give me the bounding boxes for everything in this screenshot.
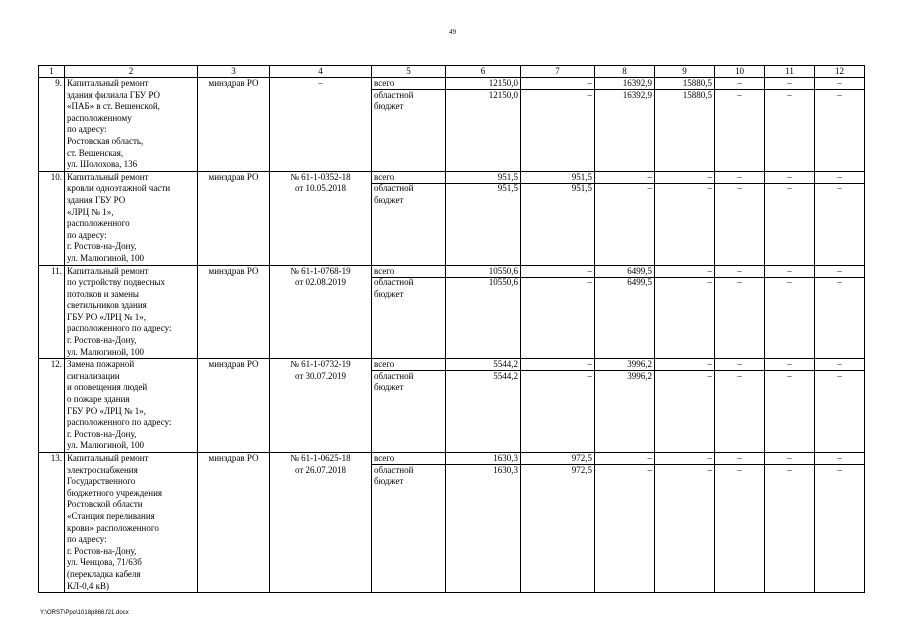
funding-source bbox=[372, 359, 446, 453]
value-line: 15880,5 bbox=[682, 89, 712, 100]
funding-source-line: областной bbox=[374, 370, 414, 381]
value-c6 bbox=[446, 171, 521, 265]
object-name-line: потолков и замены bbox=[67, 288, 139, 299]
object-name-line: Государственного bbox=[67, 476, 136, 487]
expertise-doc-line: № 61-1-0625-18 bbox=[290, 453, 351, 463]
value-line: – bbox=[787, 277, 792, 288]
funding-source bbox=[372, 265, 446, 359]
value-c8 bbox=[595, 265, 655, 359]
object-name-line: кровли одноэтажной части bbox=[67, 183, 171, 194]
expertise-doc-line: № 61-1-0352-18 bbox=[290, 171, 351, 182]
value-line: – bbox=[647, 171, 652, 182]
table-row bbox=[39, 265, 865, 359]
value-c12 bbox=[815, 453, 865, 593]
value-c7 bbox=[521, 453, 595, 593]
value-line: – bbox=[587, 370, 592, 381]
object-name-line: электроснабжения bbox=[67, 464, 138, 475]
value-line: 12150,0 bbox=[488, 89, 518, 100]
value-c11 bbox=[765, 453, 815, 593]
value-line: 1630,3 bbox=[493, 453, 518, 463]
object-name-line: (перекладка кабеля bbox=[67, 568, 141, 579]
column-header: 10 bbox=[715, 66, 765, 78]
value-c8 bbox=[595, 453, 655, 593]
value-line: – bbox=[837, 370, 842, 381]
object-name bbox=[65, 359, 198, 453]
value-line: – bbox=[647, 183, 652, 194]
value-line: – bbox=[837, 265, 842, 276]
value-c12 bbox=[815, 359, 865, 453]
value-line: – bbox=[737, 89, 742, 100]
object-name-line: расположенного по адресу: bbox=[67, 323, 172, 334]
object-name-line: «Станция переливания bbox=[67, 510, 155, 521]
value-line: 10550,6 bbox=[488, 265, 518, 276]
value-line: 15880,5 bbox=[682, 78, 712, 88]
expertise-doc-line: от 30.07.2019 bbox=[294, 370, 347, 381]
value-c11 bbox=[765, 78, 815, 172]
object-name-line: Капитальный ремонт bbox=[67, 78, 149, 88]
column-header: 8 bbox=[595, 66, 655, 78]
value-line: 16392,9 bbox=[622, 78, 652, 88]
funding-source-line: всего bbox=[374, 265, 395, 276]
column-number-header bbox=[39, 66, 865, 78]
value-line: – bbox=[737, 464, 742, 475]
object-name-line: ул. Шолохова, 136 bbox=[67, 159, 138, 170]
file-path-footer: Y:\ORST\Ppo\1018p866.f21.docx bbox=[40, 610, 129, 616]
funding-source-line: бюджет bbox=[374, 101, 404, 112]
value-line: – bbox=[787, 183, 792, 194]
value-line: 1630,3 bbox=[493, 464, 518, 475]
object-name-line: ул. Малюгиной, 100 bbox=[67, 346, 145, 357]
value-c9 bbox=[655, 453, 715, 593]
table-row bbox=[39, 453, 865, 593]
column-header: 2 bbox=[65, 66, 198, 78]
value-c12 bbox=[815, 78, 865, 172]
row-number: 13. bbox=[39, 453, 65, 593]
column-header: 11 bbox=[765, 66, 815, 78]
column-header: 6 bbox=[446, 66, 521, 78]
value-line: 6499,5 bbox=[627, 277, 652, 288]
object-name-line: ГБУ РО «ЛРЦ № 1», bbox=[67, 311, 146, 322]
object-name-line: сигнализации bbox=[67, 370, 120, 381]
value-c9 bbox=[655, 78, 715, 172]
value-c10 bbox=[715, 78, 765, 172]
funding-source-line: всего bbox=[374, 78, 395, 88]
funding-source-line: всего bbox=[374, 453, 395, 463]
value-c8 bbox=[595, 171, 655, 265]
object-name-line: Капитальный ремонт bbox=[67, 265, 149, 276]
funding-source bbox=[372, 453, 446, 593]
value-c6 bbox=[446, 265, 521, 359]
value-line: 12150,0 bbox=[488, 78, 518, 88]
value-c8 bbox=[595, 78, 655, 172]
expertise-doc bbox=[270, 359, 372, 453]
value-c11 bbox=[765, 359, 815, 453]
row-number: 9. bbox=[39, 78, 65, 172]
value-line: – bbox=[787, 370, 792, 381]
customer: минздрав РО bbox=[198, 453, 270, 593]
value-c7 bbox=[521, 78, 595, 172]
value-line: – bbox=[737, 171, 742, 182]
value-c10 bbox=[715, 359, 765, 453]
object-name-line: КЛ-0,4 кВ) bbox=[67, 580, 109, 591]
object-name-line: расположенного bbox=[67, 218, 130, 229]
value-line: – bbox=[837, 277, 842, 288]
value-line: 951,5 bbox=[571, 171, 592, 182]
expertise-doc-line: от 26.07.2018 bbox=[294, 464, 347, 475]
value-line: – bbox=[647, 464, 652, 475]
value-line: 5544,2 bbox=[493, 370, 518, 381]
object-name-line: здания филиала ГБУ РО bbox=[67, 89, 161, 100]
value-line: 951,5 bbox=[497, 183, 518, 194]
object-name-line: по устройству подвесных bbox=[67, 277, 165, 288]
value-line: – bbox=[837, 464, 842, 475]
expertise-doc-line: № 61-1-0732-19 bbox=[290, 359, 351, 370]
value-c8 bbox=[595, 359, 655, 453]
value-line: – bbox=[837, 453, 842, 463]
funding-source-line: всего bbox=[374, 171, 395, 182]
value-line: – bbox=[707, 359, 712, 370]
funding-source-line: бюджет bbox=[374, 288, 404, 299]
column-header: 7 bbox=[521, 66, 595, 78]
object-name-line: ул. Малюгиной, 100 bbox=[67, 440, 145, 451]
row-number: 10. bbox=[39, 171, 65, 265]
table-row bbox=[39, 359, 865, 453]
value-line: – bbox=[587, 359, 592, 370]
expertise-doc-line: от 02.08.2019 bbox=[294, 277, 347, 288]
object-name-line: ГБУ РО «ЛРЦ № 1», bbox=[67, 405, 146, 416]
customer: минздрав РО bbox=[198, 359, 270, 453]
value-line: 3996,2 bbox=[627, 359, 652, 370]
value-line: – bbox=[737, 359, 742, 370]
column-header: 3 bbox=[198, 66, 270, 78]
expertise-doc-line: – bbox=[318, 78, 323, 88]
value-line: – bbox=[787, 78, 792, 88]
object-name-line: Ростовская область, bbox=[67, 135, 144, 146]
value-line: – bbox=[737, 370, 742, 381]
funding-source-line: областной bbox=[374, 89, 414, 100]
funding-source bbox=[372, 78, 446, 172]
object-name-line: Ростовской области bbox=[67, 499, 143, 510]
object-name-line: крови» расположенного bbox=[67, 522, 159, 533]
value-c6 bbox=[446, 359, 521, 453]
value-line: – bbox=[587, 78, 592, 88]
value-line: – bbox=[737, 78, 742, 88]
value-line: 951,5 bbox=[497, 171, 518, 182]
value-line: 10550,6 bbox=[488, 277, 518, 288]
value-line: 972,5 bbox=[571, 453, 592, 463]
funding-source bbox=[372, 171, 446, 265]
object-name-line: г. Ростов-на-Дону, bbox=[67, 241, 137, 252]
value-c10 bbox=[715, 171, 765, 265]
value-line: – bbox=[787, 265, 792, 276]
expertise-doc-line: № 61-1-0768-19 bbox=[290, 265, 351, 276]
value-line: 3996,2 bbox=[627, 370, 652, 381]
object-name-line: по адресу: bbox=[67, 124, 107, 135]
object-name-line: по адресу: bbox=[67, 534, 107, 545]
value-line: – bbox=[787, 453, 792, 463]
value-line: 5544,2 bbox=[493, 359, 518, 370]
column-header: 9 bbox=[655, 66, 715, 78]
value-line: – bbox=[737, 183, 742, 194]
value-c9 bbox=[655, 265, 715, 359]
value-line: – bbox=[647, 453, 652, 463]
value-c7 bbox=[521, 265, 595, 359]
object-name-line: Капитальный ремонт bbox=[67, 453, 149, 463]
value-line: – bbox=[587, 265, 592, 276]
value-line: – bbox=[707, 183, 712, 194]
object-name-line: г. Ростов-на-Дону, bbox=[67, 545, 137, 556]
value-c11 bbox=[765, 171, 815, 265]
value-c11 bbox=[765, 265, 815, 359]
column-header: 1 bbox=[39, 66, 65, 78]
value-c9 bbox=[655, 359, 715, 453]
value-line: – bbox=[837, 171, 842, 182]
object-name-line: г. Ростов-на-Дону, bbox=[67, 428, 137, 439]
customer: минздрав РО bbox=[198, 265, 270, 359]
customer: минздрав РО bbox=[198, 171, 270, 265]
value-c12 bbox=[815, 265, 865, 359]
customer: минздрав РО bbox=[198, 78, 270, 172]
expertise-doc bbox=[270, 265, 372, 359]
table-row bbox=[39, 171, 865, 265]
object-name-line: светильников здания bbox=[67, 300, 147, 311]
object-name-line: г. Ростов-на-Дону, bbox=[67, 335, 137, 346]
funding-source-line: бюджет bbox=[374, 382, 404, 393]
object-name-line: «ЛРЦ № 1», bbox=[67, 206, 114, 217]
object-name-line: здания ГБУ РО bbox=[67, 194, 126, 205]
object-name bbox=[65, 265, 198, 359]
value-line: – bbox=[707, 171, 712, 182]
row-number: 12. bbox=[39, 359, 65, 453]
value-line: – bbox=[787, 464, 792, 475]
object-name bbox=[65, 171, 198, 265]
value-line: – bbox=[837, 359, 842, 370]
funding-source-line: бюджет bbox=[374, 194, 404, 205]
value-line: – bbox=[787, 89, 792, 100]
value-c9 bbox=[655, 171, 715, 265]
value-line: – bbox=[787, 171, 792, 182]
object-name bbox=[65, 78, 198, 172]
value-line: – bbox=[737, 277, 742, 288]
value-line: – bbox=[837, 78, 842, 88]
value-c12 bbox=[815, 171, 865, 265]
expertise-doc bbox=[270, 171, 372, 265]
value-line: 951,5 bbox=[571, 183, 592, 194]
value-line: 972,5 bbox=[571, 464, 592, 475]
expertise-doc bbox=[270, 78, 372, 172]
object-name-line: Замена пожарной bbox=[67, 359, 135, 370]
value-line: – bbox=[707, 453, 712, 463]
value-line: – bbox=[787, 359, 792, 370]
value-line: – bbox=[587, 89, 592, 100]
object-name-line: Капитальный ремонт bbox=[67, 171, 149, 182]
value-line: – bbox=[737, 453, 742, 463]
object-name-line: ул. Ченцова, 71/63б bbox=[67, 557, 142, 568]
funding-source-line: областной bbox=[374, 277, 414, 288]
object-name-line: расположенному bbox=[67, 112, 132, 123]
column-header: 12 bbox=[815, 66, 865, 78]
object-name-line: бюджетного учреждения bbox=[67, 487, 163, 498]
column-header: 4 bbox=[270, 66, 372, 78]
column-header: 5 bbox=[372, 66, 446, 78]
value-c6 bbox=[446, 453, 521, 593]
value-line: – bbox=[707, 277, 712, 288]
funding-source-line: областной bbox=[374, 183, 414, 194]
object-name-line: о пожаре здания bbox=[67, 394, 130, 405]
value-line: 6499,5 bbox=[627, 265, 652, 276]
funding-source-line: бюджет bbox=[374, 476, 404, 487]
expertise-doc bbox=[270, 453, 372, 593]
object-name-line: и оповещения людей bbox=[67, 382, 148, 393]
value-c7 bbox=[521, 359, 595, 453]
value-line: – bbox=[587, 277, 592, 288]
object-name-line: по адресу: bbox=[67, 229, 107, 240]
object-name-line: ст. Вешенская, bbox=[67, 147, 124, 158]
program-table bbox=[38, 65, 865, 593]
value-line: – bbox=[837, 89, 842, 100]
value-c7 bbox=[521, 171, 595, 265]
value-c10 bbox=[715, 453, 765, 593]
expertise-doc-line: от 10.05.2018 bbox=[294, 183, 347, 194]
value-c10 bbox=[715, 265, 765, 359]
table-row bbox=[39, 78, 865, 172]
funding-source-line: областной bbox=[374, 464, 414, 475]
object-name bbox=[65, 453, 198, 593]
value-line: – bbox=[737, 265, 742, 276]
value-line: 16392,9 bbox=[622, 89, 652, 100]
value-c6 bbox=[446, 78, 521, 172]
funding-source-line: всего bbox=[374, 359, 395, 370]
value-line: – bbox=[707, 265, 712, 276]
object-name-line: расположенного по адресу: bbox=[67, 417, 172, 428]
object-name-line: «ПАБ» в ст. Вешенской, bbox=[67, 101, 160, 112]
value-line: – bbox=[707, 464, 712, 475]
row-number: 11. bbox=[39, 265, 65, 359]
object-name-line: ул. Малюгиной, 100 bbox=[67, 252, 145, 263]
page-number: 49 bbox=[449, 28, 456, 36]
value-line: – bbox=[837, 183, 842, 194]
value-line: – bbox=[707, 370, 712, 381]
